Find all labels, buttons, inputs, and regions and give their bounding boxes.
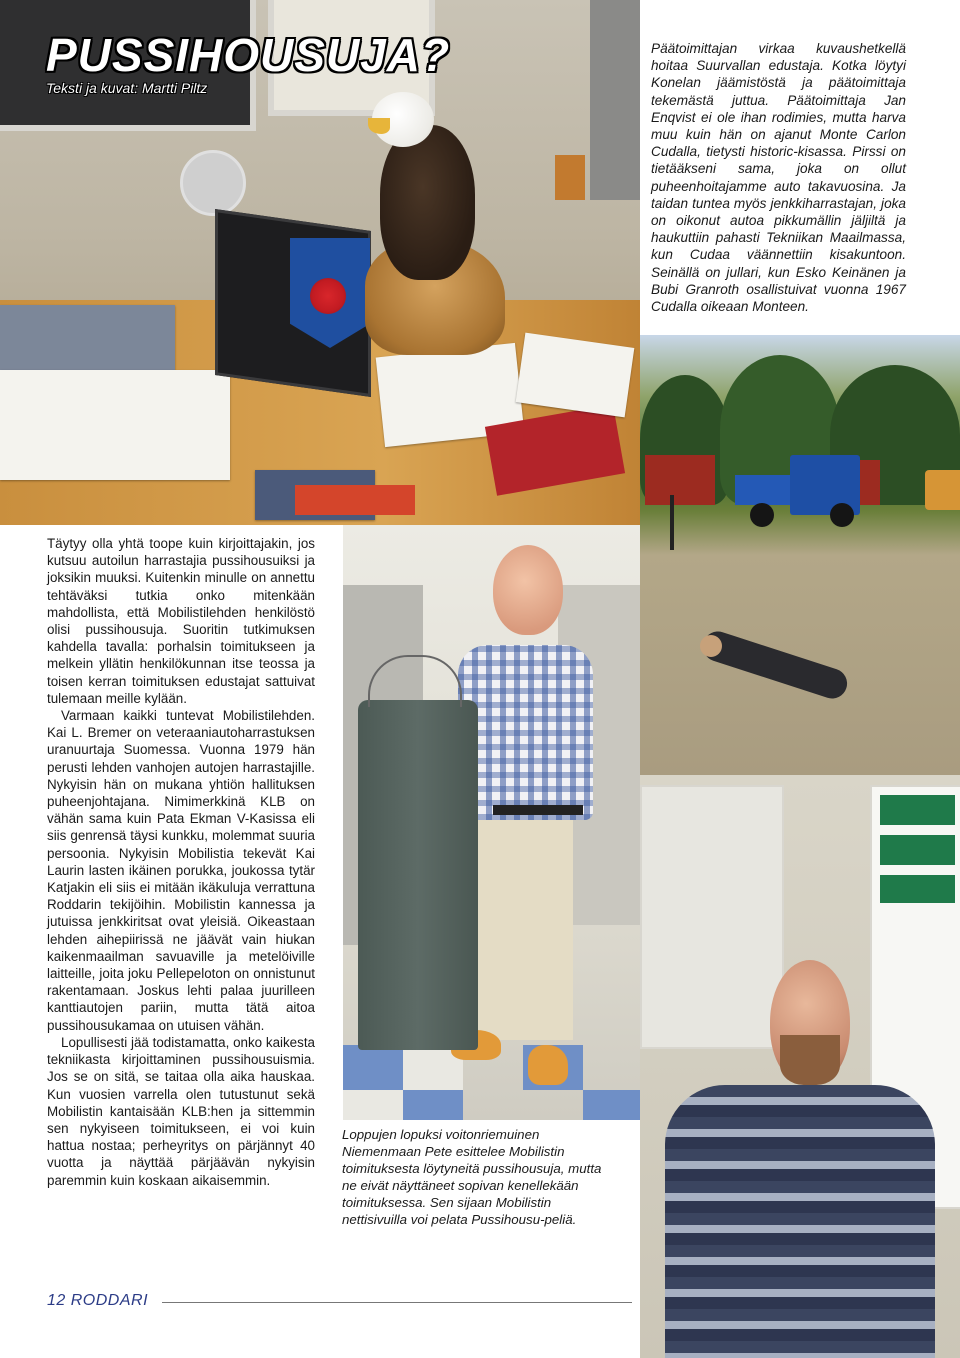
eagle-body [380,125,475,280]
beard [780,1035,840,1085]
body-paragraph: Varmaan kaikki tuntevat Mobilistilehden. Kai L. Bremer on veteraaniautoharrastuksen uranuurtaja Suomessa. Vuonna 1979 hän perusti lehden vanhojen autojen harrastajille. Nykyisin hän on mukana yhtiön hallituksen puheenjohtajana. Nimimerkkinä KLB on vähän sama kuin Pata Ekman V-Kasissa eli siis genrensä täysi kunkku, molemmat suuria persoonia. Nykyisin Mobilistia tekevät Kai Laurin lasten ikäinen porukka, joukossa tytär Katjakin eli siis ei mitään ikäkuluja verrattuna Roddarin tekijöihin. Mobilistin kannessa ja jutuissa jenkkiritsat ovat yleisiä. Oikeastaan lehden aihepiirissä ne jäävät vain hiukan kaikenmaailman savuaville ja metelöiville laitteille, joita joku Pellepeloton on onnistunut rakentamaan. Joskus lehti palaa juurilleen kanttiautojen pariin, mutta tätä aitoa pussihousukamaa on utuisen vähän. [47,708,315,1033]
body-paragraph: Lopullisesti jää todistamatta, onko kaikesta tekniikasta kirjoittaminen pussihousuismia. Jos se on sitä, se taitaa olla aika hauskaa. Kun vuosien varrella olen tutustunut sekä Mobilistin kantaisään KLB:hen ja sittemmin sen nykyiseen toimitukseen, ei voi kuin hattua nostaa; perheyritys on pärjännyt 40 vuotta ja näyttää pärjäävän nykyisin paremmin kuin koskaan aikaisemmin. [47,1034,315,1188]
gray-trousers [358,700,478,1050]
person-lying-photographer [699,628,851,703]
article-byline: Teksti ja kuvat: Martti Piltz [46,80,208,96]
floor-tile [343,1045,403,1090]
book-stack [0,370,230,480]
wall-cabinet [590,0,640,200]
body-paragraph: Täytyy olla yhtä toope kuin kirjoittajakin, jos kutsuu autoilun harrastajia pussihousuiksi ja joksikin muuksi. Kuitenkin minulle on annettu tehtäväksi tutkia onko mitenkään mahdollista, että Mobilistilehden henkilöstö olisi pussihousuja. Suoritin tutkimuksen kahdella tavalla: porhalsin toimitukseen ja melkein yllätin henkilökunnan itse teossa ja toisen kerran toimituksen edustajat sattuivat tulemaan meille kylään. [47,536,315,706]
plaid-shirt [458,645,593,820]
man-head [493,545,563,635]
green-binders [880,875,955,903]
pennant-emblem [310,278,346,314]
photo-caption-top: Päätoimittajan virkaa kuvaushetkellä hoitaa Suurvallan edustaja. Kotka löytyi Konelan jäämistöstä ja päätoimittaja tekemästä juttua. Päätoimittaja Jan Enqvist ei ole ihan rodimies, mutta harva muu kuin hän on ajanut Monte Carlon Cudalla, tietysti historic-kisassa. Pirssi on tietääkseni sama, joka on ollut puheenhoitajamme auto takavuosina. Ja taidan tuntea myös jenkkiharrastajan, joka on oikonut autoa pikkumällin jäljiltä ja haukuttiin pahasti Tekniikan Maailmassa, kun Cudaa väännettiin kisakuntoon. Seinällä on jullari, kun Esko Keinänen ja Bubi Granroth osallistuivat vuonna 1967 Cudalla oikeaan Monteen. [651,41,906,315]
tripod [670,495,674,550]
desk-organizer [555,155,585,200]
newspaper [516,333,635,418]
red-shed [645,455,715,505]
bearded-man-photo [640,775,960,1358]
truck-wheel [830,503,854,527]
right-shoe [528,1045,568,1085]
office-eagle-photo [0,0,640,525]
desk-fan [180,150,246,216]
magazine-cover [295,485,415,515]
floor-tile [343,1090,403,1120]
truck-wheel [750,503,774,527]
hanger [368,655,462,707]
person-head [700,635,722,657]
page-number: 12 RODDARI [47,1292,149,1309]
footer-divider [162,1302,632,1303]
article-headline: PUSSIHOUSUJA? [46,29,451,81]
eagle-beak [368,118,390,134]
truck-yard-photo [640,335,960,775]
white-cabinet [640,785,784,1049]
striped-sweater [665,1085,935,1358]
green-binders [880,795,955,825]
photo-caption-bottom: Loppujen lopuksi voitonriemuinen Niemenmaan Pete esittelee Mobilistin toimituksesta löytyneitä pussihousuja, mutta ne eivät näyttäneet sopivan kenellekään toimituksessa. Sen sijaan Mobilistin nettisivuilla voi pelata Pussihousu-peliä. [342,1127,602,1227]
floor-tile [583,1090,640,1120]
khaki-pants [463,810,573,1040]
article-body [47,535,315,1189]
orange-van [925,470,960,510]
green-binders [880,835,955,865]
belt [493,805,583,815]
man-with-trousers-photo [343,525,640,1120]
floor-tile [403,1090,463,1120]
